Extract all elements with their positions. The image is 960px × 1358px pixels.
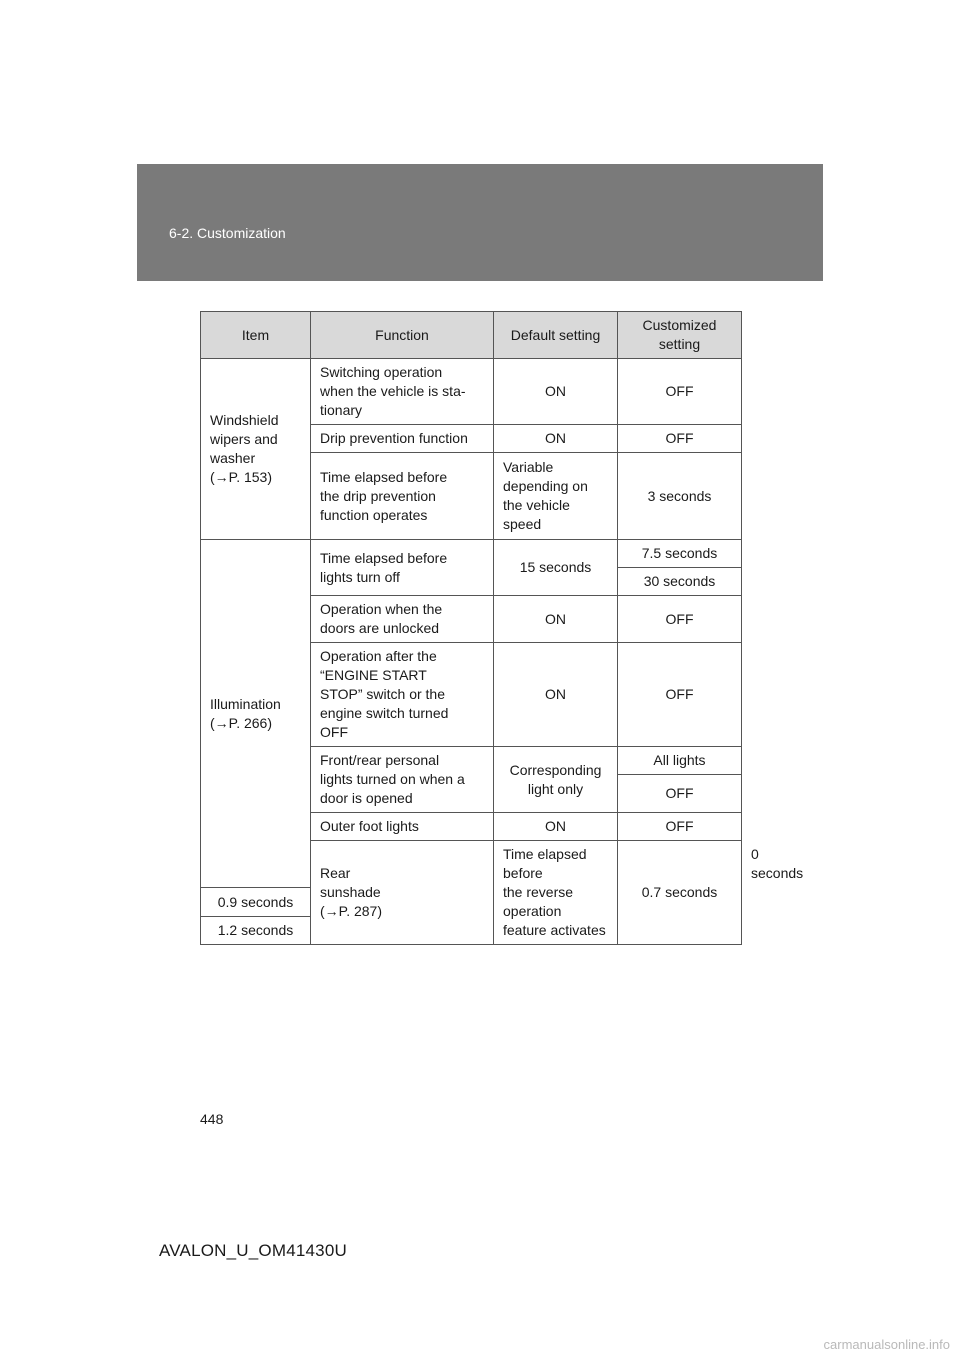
item-rear-sunshade: Rear sunshade (→P. 287) <box>311 841 494 945</box>
page-number: 448 <box>200 1111 224 1127</box>
default-setting-cell: Variable depending on the vehicle speed <box>494 453 618 540</box>
function-cell: Time elapsed before the reverse operation feature activates <box>494 841 618 945</box>
item-windshield-wipers: Windshield wipers and washer (→P. 153) <box>201 359 311 540</box>
customized-setting-cell: All lights <box>618 747 742 775</box>
column-header-item: Item <box>201 312 311 359</box>
customization-table <box>200 311 804 945</box>
column-header-function: Function <box>311 312 494 359</box>
table-header-row <box>201 312 742 359</box>
customized-setting-cell: 30 seconds <box>618 568 742 596</box>
function-cell: Time elapsed before the drip prevention function operates <box>311 453 494 540</box>
default-setting-cell: 0.7 seconds <box>618 841 742 945</box>
customized-setting-cell: OFF <box>618 596 742 643</box>
customized-setting-cell: OFF <box>618 359 742 425</box>
table-row: Rear sunshade (→P. 287) Time elapsed before the reverse operation feature activates 0.7 seconds 0 seconds <box>201 841 742 888</box>
customized-setting-cell: 1.2 seconds <box>201 916 311 944</box>
default-setting-cell: ON <box>494 813 618 841</box>
customized-setting-cell: OFF <box>618 425 742 453</box>
section-header-bar <box>137 164 823 281</box>
column-header-customized-setting: Customized setting <box>618 312 742 359</box>
table-row <box>201 359 742 425</box>
customized-setting-cell: 7.5 seconds <box>618 540 742 568</box>
default-setting-cell: 15 seconds <box>494 540 618 596</box>
function-cell: Operation after the “ENGINE START STOP” switch or the engine switch turned OFF <box>311 643 494 747</box>
customized-setting-cell: OFF <box>618 775 742 813</box>
column-header-default-setting: Default setting <box>494 312 618 359</box>
function-cell: Outer foot lights <box>311 813 494 841</box>
default-setting-cell: Corresponding light only <box>494 747 618 813</box>
watermark-site: carmanualsonline.info <box>823 1337 950 1352</box>
function-cell: Operation when the doors are unlocked <box>311 596 494 643</box>
default-setting-cell: ON <box>494 643 618 747</box>
default-setting-cell: ON <box>494 359 618 425</box>
customized-setting-cell: OFF <box>618 813 742 841</box>
customized-setting-cell: 3 seconds <box>618 453 742 540</box>
function-cell: Switching operation when the vehicle is sta- tionary <box>311 359 494 425</box>
table-row <box>201 540 742 568</box>
function-cell: Drip prevention function <box>311 425 494 453</box>
document-code: AVALON_U_OM41430U <box>159 1241 347 1260</box>
item-illumination: Illumination (→P. 266) <box>201 540 311 888</box>
customized-setting-cell: OFF <box>618 643 742 747</box>
function-cell: Time elapsed before lights turn off <box>311 540 494 596</box>
customized-setting-cell: 0.9 seconds <box>201 888 311 916</box>
function-cell: Front/rear personal lights turned on when a door is opened <box>311 747 494 813</box>
default-setting-cell: ON <box>494 425 618 453</box>
section-title: 6-2. Customization <box>169 225 286 241</box>
default-setting-cell: ON <box>494 596 618 643</box>
